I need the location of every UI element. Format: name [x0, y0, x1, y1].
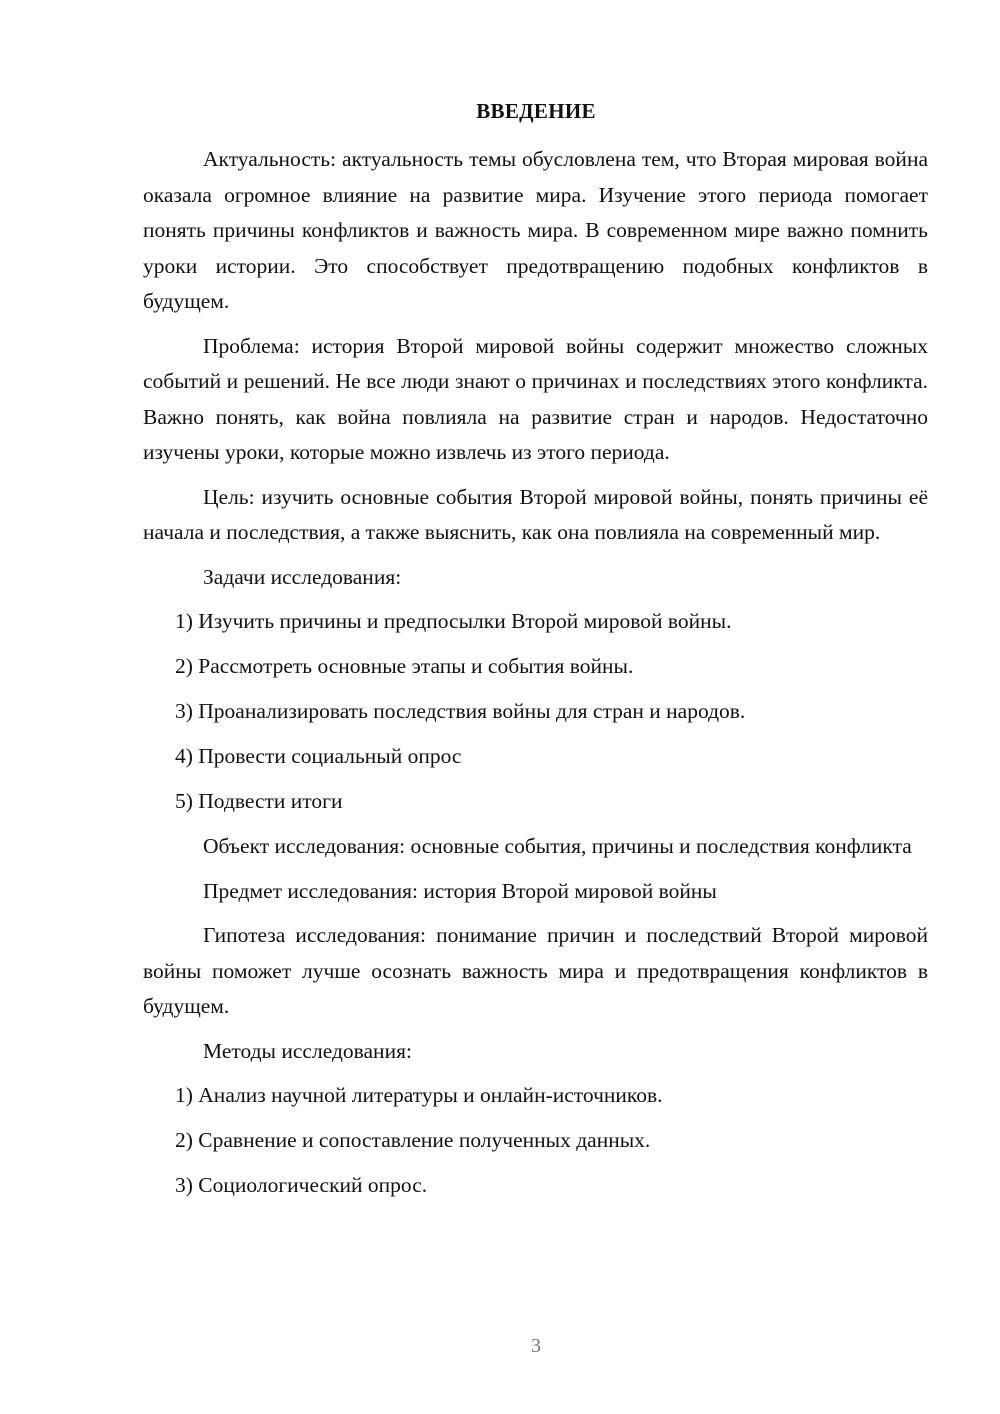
- methods-label: Методы исследования:: [203, 1038, 412, 1063]
- task-item: 1) Изучить причины и предпосылки Второй мировой войны.: [175, 609, 732, 633]
- task-item: 2) Рассмотреть основные этапы и события войны.: [175, 654, 634, 678]
- task-item: 3) Проанализировать последствия войны для стран и народов.: [175, 699, 746, 723]
- task-item: 4) Провести социальный опрос: [175, 744, 462, 768]
- object-paragraph: Объект исследования: основные события, причины и последствия конфликта: [203, 834, 912, 858]
- method-item: 2) Сравнение и сопоставление полученных данных.: [175, 1128, 651, 1152]
- page-title: ВВЕДЕНИЕ: [476, 99, 596, 123]
- task-item: 5) Подвести итоги: [175, 789, 343, 813]
- page-number: 3: [531, 1335, 541, 1357]
- method-item: 3) Социологический опрос.: [175, 1173, 428, 1197]
- document-body: [143, 142, 928, 1213]
- tasks-label: Задачи исследования:: [203, 564, 402, 589]
- goal-paragraph: Цель: изучить основные события Второй мировой войны, понять причины её начала и последствия, а также выяснить, как она повлияла на современный мир.: [143, 484, 928, 544]
- subject-paragraph: Предмет исследования: история Второй мировой войны: [203, 878, 717, 903]
- problem-paragraph: Проблема: история Второй мировой войны содержит множество сложных событий и решений. Не все люди знают о причинах и последствиях этого конфликта. Важно понять, как война повлияла на развитие стран и народов. Недостаточно изучены уроки, которые можно извлечь из этого периода.: [143, 333, 928, 464]
- relevance-paragraph: Актуальность: актуальность темы обусловлена тем, что Вторая мировая война оказала огромное влияние на развитие мира. Изучение этого периода помогает понять причины конфликтов и важность мира. В современном мире важно помнить уроки истории. Это способствует предотвращению подобных конфликтов в будущем.: [143, 147, 928, 313]
- method-item: 1) Анализ научной литературы и онлайн-источников.: [175, 1083, 663, 1107]
- hypothesis-paragraph: Гипотеза исследования: понимание причин и последствий Второй мировой войны поможет лучше осознать важность мира и предотвращения конфликтов в будущем.: [143, 923, 928, 1018]
